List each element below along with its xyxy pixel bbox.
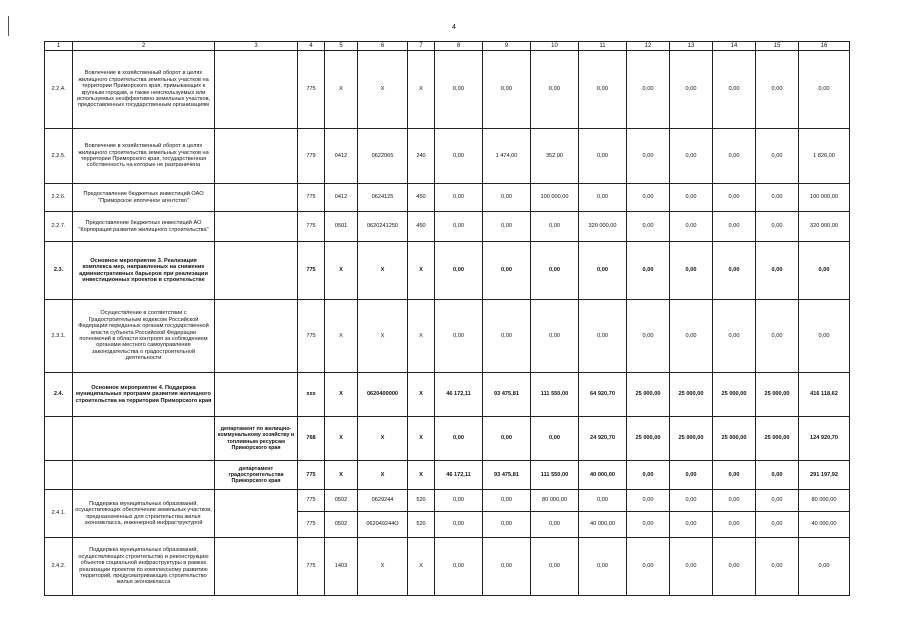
cell-c16: 291 197,92 [799, 461, 850, 490]
table-row [45, 300, 850, 373]
header-cell: 1 [45, 42, 73, 51]
row-number: 2.3.1. [45, 300, 73, 373]
cell-c5: X [325, 242, 358, 300]
cell-c6: X [358, 300, 408, 373]
cell-c6: 0624125 [358, 184, 408, 212]
table-row [45, 417, 850, 461]
cell-c8: 0,00 [435, 212, 483, 242]
row-responsible: департамент градостроительства Приморского края [215, 461, 298, 490]
cell-c5: 1403 [325, 538, 358, 596]
cell-c12: 0,00 [627, 538, 670, 596]
header-cell: 4 [298, 42, 325, 51]
cell-c9: 0,00 [483, 300, 531, 373]
cell-c6: X [358, 242, 408, 300]
cell-c12: 0,00 [627, 129, 670, 184]
cell-c10: 111 550,00 [531, 461, 579, 490]
cell-c7: 450 [408, 212, 435, 242]
cell-c4: 775 [298, 538, 325, 596]
table-row [45, 51, 850, 129]
cell-c16: 124 920,70 [799, 417, 850, 461]
cell-c8: 0,00 [435, 512, 483, 538]
cell-c14: 0,00 [713, 129, 756, 184]
cell-c14: 0,00 [713, 490, 756, 512]
cell-c15: 0,00 [756, 184, 799, 212]
header-cell: 11 [579, 42, 627, 51]
cell-c12: 0,00 [627, 461, 670, 490]
cell-c10: 111 550,00 [531, 373, 579, 417]
cell-c10: 0,00 [531, 300, 579, 373]
row-number: 2.2.6. [45, 184, 73, 212]
row-number: 2.4. [45, 373, 73, 417]
cell-c6: X [358, 538, 408, 596]
table-row [45, 212, 850, 242]
cell-c4: 775 [298, 212, 325, 242]
cell-c14: 25 000,00 [713, 373, 756, 417]
cell-c5: 0412 [325, 184, 358, 212]
cell-c7: X [408, 242, 435, 300]
row-responsible [215, 242, 298, 300]
cell-c7: 520 [408, 512, 435, 538]
cell-c7: 520 [408, 490, 435, 512]
cell-c5: 0412 [325, 129, 358, 184]
cell-c15: 0,00 [756, 51, 799, 129]
cell-c7: X [408, 538, 435, 596]
row-number: 2.4.1. [45, 490, 73, 538]
cell-c15: 0,00 [756, 538, 799, 596]
cell-c14: 0,00 [713, 512, 756, 538]
header-row [45, 42, 850, 51]
row-number [45, 417, 73, 461]
cell-c6: X [358, 461, 408, 490]
cell-c14: 0,00 [713, 212, 756, 242]
cell-c16: 320 000,00 [799, 212, 850, 242]
cell-c7: X [408, 461, 435, 490]
cell-c4: 775 [298, 51, 325, 129]
cell-c8: 0,00 [435, 417, 483, 461]
cell-c9: 0,00 [483, 490, 531, 512]
cell-c4: 779 [298, 129, 325, 184]
page-margin-line [8, 16, 9, 36]
cell-c9: 0,00 [483, 212, 531, 242]
cell-c5: X [325, 417, 358, 461]
cell-c14: 0,00 [713, 51, 756, 129]
cell-c10: 0,00 [531, 212, 579, 242]
header-cell: 12 [627, 42, 670, 51]
cell-c4: 768 [298, 417, 325, 461]
cell-c8: 0,00 [435, 184, 483, 212]
cell-c6: 0622065 [358, 129, 408, 184]
row-description: Основное мероприятие 4. Поддержка муниципальных программ развития жилищного строительства на территории Приморского края [73, 373, 215, 417]
cell-c5: 0501 [325, 212, 358, 242]
cell-c9: 93 475,81 [483, 461, 531, 490]
table-row [45, 129, 850, 184]
cell-c13: 0,00 [670, 538, 713, 596]
cell-c6: X [358, 417, 408, 461]
cell-c16: 40 000,00 [799, 512, 850, 538]
cell-c6: X [358, 51, 408, 129]
table-row [45, 373, 850, 417]
cell-c11: 0,00 [579, 242, 627, 300]
row-responsible [215, 184, 298, 212]
table-row [45, 184, 850, 212]
cell-c8: 0,00 [435, 129, 483, 184]
cell-c14: 0,00 [713, 300, 756, 373]
cell-c16: 1 826,00 [799, 129, 850, 184]
cell-c14: 0,00 [713, 461, 756, 490]
cell-c8: 46 172,11 [435, 373, 483, 417]
cell-c9: 0,00 [483, 184, 531, 212]
cell-c9: 1 474,00 [483, 129, 531, 184]
cell-c5: X [325, 461, 358, 490]
cell-c14: 25 000,00 [713, 417, 756, 461]
cell-c10: 0,00 [531, 538, 579, 596]
cell-c11: 64 920,70 [579, 373, 627, 417]
cell-c6: 0629244 [358, 490, 408, 512]
header-cell: 15 [756, 42, 799, 51]
cell-c11: 0,00 [579, 184, 627, 212]
row-number: 2.3. [45, 242, 73, 300]
cell-c13: 0,00 [670, 461, 713, 490]
cell-c7: 450 [408, 184, 435, 212]
cell-c14: 0,00 [713, 242, 756, 300]
cell-c16: 0,00 [799, 51, 850, 129]
cell-c4: 775 [298, 461, 325, 490]
header-cell: 13 [670, 42, 713, 51]
row-description: Поддержка муниципальных образований, осуществляющих обеспечение земельных участков, предназначенных для строительства жилья экономкласса, инженерной инфраструктурой [73, 490, 215, 538]
cell-c13: 0,00 [670, 51, 713, 129]
cell-c12: 25 000,00 [627, 417, 670, 461]
cell-c11: 0,00 [579, 490, 627, 512]
row-description: Предоставление бюджетных инвестиций ОАО "Приморское ипотечное агентство" [73, 184, 215, 212]
cell-c6: 062049244О [358, 512, 408, 538]
cell-c5: X [325, 300, 358, 373]
row-responsible: департамент по жилищно-коммунальному хозяйству и топливным ресурсам Приморского края [215, 417, 298, 461]
cell-c11: 320 000,00 [579, 212, 627, 242]
cell-c11: 40 000,00 [579, 461, 627, 490]
cell-c10: 352,00 [531, 129, 579, 184]
budget-table [44, 41, 850, 596]
cell-c13: 25 000,00 [670, 417, 713, 461]
cell-c15: 0,00 [756, 212, 799, 242]
cell-c13: 0,00 [670, 300, 713, 373]
cell-c12: 0,00 [627, 512, 670, 538]
cell-c15: 0,00 [756, 490, 799, 512]
cell-c13: 0,00 [670, 242, 713, 300]
cell-c4: 775 [298, 512, 325, 538]
header-cell: 8 [435, 42, 483, 51]
row-description [73, 461, 215, 490]
cell-c5: X [325, 373, 358, 417]
cell-c7: 240 [408, 129, 435, 184]
cell-c15: 0,00 [756, 300, 799, 373]
cell-c13: 0,00 [670, 129, 713, 184]
cell-c12: 0,00 [627, 300, 670, 373]
cell-c12: 0,00 [627, 184, 670, 212]
header-cell: 16 [799, 42, 850, 51]
row-responsible [215, 129, 298, 184]
cell-c9: 0,00 [483, 51, 531, 129]
cell-c11: 0,00 [579, 51, 627, 129]
cell-c12: 0,00 [627, 242, 670, 300]
row-number: 2.2.5. [45, 129, 73, 184]
cell-c13: 0,00 [670, 490, 713, 512]
cell-c10: 0,00 [531, 512, 579, 538]
cell-c13: 0,00 [670, 184, 713, 212]
row-description: Основное мероприятие 3. Реализация комплекса мер, направленных на снижение административных барьеров при реализации инвестиционных проектов в строительстве [73, 242, 215, 300]
cell-c7: X [408, 417, 435, 461]
header-cell: 5 [325, 42, 358, 51]
cell-c5: 0502 [325, 512, 358, 538]
cell-c8: 0,00 [435, 538, 483, 596]
header-cell: 14 [713, 42, 756, 51]
cell-c5: X [325, 51, 358, 129]
cell-c14: 0,00 [713, 538, 756, 596]
row-description [73, 417, 215, 461]
row-description: Вовлечение в хозяйственный оборот в целях жилищного строительства земельных участков на территории Приморского края, государственная собственность на которые не разграничена [73, 129, 215, 184]
table-row [45, 490, 850, 512]
row-number: 2.2.4. [45, 51, 73, 129]
header-cell: 3 [215, 42, 298, 51]
cell-c11: 0,00 [579, 129, 627, 184]
header-cell: 9 [483, 42, 531, 51]
cell-c10: 0,00 [531, 242, 579, 300]
cell-c11: 0,00 [579, 300, 627, 373]
cell-c7: X [408, 373, 435, 417]
cell-c10: 80 000,00 [531, 490, 579, 512]
table-row [45, 242, 850, 300]
page-mark: 4 [452, 24, 456, 31]
header-cell: 10 [531, 42, 579, 51]
cell-c16: 100 000,00 [799, 184, 850, 212]
row-responsible [215, 300, 298, 373]
row-responsible [215, 51, 298, 129]
cell-c15: 0,00 [756, 242, 799, 300]
row-responsible [215, 538, 298, 596]
row-number: 2.2.7. [45, 212, 73, 242]
cell-c6: 0620241250 [358, 212, 408, 242]
cell-c13: 0,00 [670, 512, 713, 538]
cell-c9: 93 475,81 [483, 373, 531, 417]
cell-c13: 0,00 [670, 212, 713, 242]
header-cell: 2 [73, 42, 215, 51]
cell-c15: 25 000,00 [756, 417, 799, 461]
cell-c7: X [408, 300, 435, 373]
cell-c6: 0620400000 [358, 373, 408, 417]
cell-c10: 100 000,00 [531, 184, 579, 212]
cell-c12: 0,00 [627, 490, 670, 512]
row-responsible [215, 490, 298, 538]
row-responsible [215, 373, 298, 417]
row-number [45, 461, 73, 490]
row-description: Осуществление в соответствии с Градостроительным кодексом Российской Федерации переданных органам государственной власти субъекта Российской Федерации полномочий в области контроля за соблюдением органами местного самоуправления законодательства о градостроительной деятельности [73, 300, 215, 373]
header-cell: 7 [408, 42, 435, 51]
cell-c9: 0,00 [483, 417, 531, 461]
cell-c8: 0,00 [435, 51, 483, 129]
header-cell: 6 [358, 42, 408, 51]
cell-c16: 0,00 [799, 300, 850, 373]
cell-c15: 25 000,00 [756, 373, 799, 417]
cell-c4: ххх [298, 373, 325, 417]
cell-c11: 24 920,70 [579, 417, 627, 461]
cell-c16: 80 000,00 [799, 490, 850, 512]
cell-c8: 46 172,11 [435, 461, 483, 490]
row-description: Поддержка муниципальных образований, осуществляющих строительство и реконструкцию объектов социальной инфраструктуры в рамках реализации проектов по комплексному развитию территорий, предусматривающих строительство жилья экономкласса [73, 538, 215, 596]
cell-c16: 0,00 [799, 242, 850, 300]
cell-c4: 775 [298, 242, 325, 300]
cell-c15: 0,00 [756, 129, 799, 184]
cell-c8: 0,00 [435, 300, 483, 373]
cell-c15: 0,00 [756, 461, 799, 490]
cell-c15: 0,00 [756, 512, 799, 538]
row-responsible [215, 212, 298, 242]
row-number: 2.4.2. [45, 538, 73, 596]
cell-c9: 0,00 [483, 538, 531, 596]
cell-c7: X [408, 51, 435, 129]
cell-c10: 0,00 [531, 417, 579, 461]
cell-c12: 25 000,00 [627, 373, 670, 417]
cell-c8: 0,00 [435, 242, 483, 300]
cell-c4: 775 [298, 300, 325, 373]
cell-c11: 0,00 [579, 538, 627, 596]
cell-c14: 0,00 [713, 184, 756, 212]
row-description: Предоставление бюджетных инвестиций АО "Корпорация развития жилищного строительства" [73, 212, 215, 242]
cell-c11: 40 000,00 [579, 512, 627, 538]
cell-c4: 775 [298, 184, 325, 212]
cell-c5: 0502 [325, 490, 358, 512]
cell-c12: 0,00 [627, 212, 670, 242]
cell-c12: 0,00 [627, 51, 670, 129]
cell-c9: 0,00 [483, 512, 531, 538]
cell-c9: 0,00 [483, 242, 531, 300]
cell-c16: 0,00 [799, 538, 850, 596]
cell-c13: 25 000,00 [670, 373, 713, 417]
cell-c8: 0,00 [435, 490, 483, 512]
table-row [45, 538, 850, 596]
cell-c10: 0,00 [531, 51, 579, 129]
table-row [45, 461, 850, 490]
cell-c4: 775 [298, 490, 325, 512]
row-description: Вовлечение в хозяйственный оборот в целях жилищного строительства земельных участков на территории Приморского края, примыкающих к крупным городам, а также неиспользуемых или используемых неэффективно земельных участков, предоставленных государственным организациям [73, 51, 215, 129]
cell-c16: 416 118,62 [799, 373, 850, 417]
